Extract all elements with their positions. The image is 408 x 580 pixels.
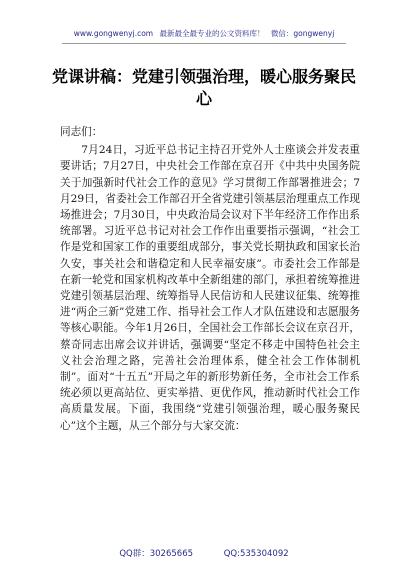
website-link[interactable]: www.gongwenyj.com (73, 29, 154, 38)
header-wechat: 微信：gongwenyj (270, 29, 335, 38)
body-paragraph: 7月24日，习近平总书记主持召开党外人士座谈会并发表重要讲话；7月27日，中央社会工作部在京召开《中共中央国务院关于加强新时代社会工作的意见》学习贯彻工作部署推进会；7月29日，省委社会工作部召开全省党建引领基层治理重点工作现场推进会；7月30日，中央政治局会议对下半年经济工作作出系统部署。习近平总书记对社会工作作出重要指示强调，“社会工作是党和国家工作的重要组成部分，事关党长期执政和国家长治久安，事关社会和谐稳定和人民幸福安康”。市委社会工作部是在新一轮党和国家机构改革中全新组建的部门，承担着统筹推进党建引领基层治理、统筹指导人民信访和人民建议征集、统筹推进“两企三新”党建工作、指导社会工作人才队伍建设和志愿服务等核心职能。今年1月26日，全国社会工作部长会议在京召开，蔡奇同志出席会议并讲话，强调要“坚定不移走中国特色社会主义社会治理之路，完善社会治理体系，健全社会工作体制机制”。面对“十五五”开局之年的新形势新任务，全市社会工作系统必须以更高站位、更实举措、更优作风，推动新时代社会工作高质量发展。下面，我围绕“党建引领强治理，暖心服务聚民心”这个主题，从三个部分与大家交流： (60, 144, 360, 432)
header-slogan: 最新最全最专业的公文资料库！ (159, 29, 265, 38)
salutation: 同志们： (60, 126, 103, 138)
document-body (60, 124, 360, 434)
footer-qq-group: QQ群：30265665 (119, 549, 194, 559)
header-divider (62, 43, 346, 44)
page-header (0, 29, 408, 39)
document-title: 党课讲稿：党建引领强治理，暖心服务聚民心 (52, 67, 357, 108)
footer-qq: QQ:535304092 (223, 549, 289, 559)
page-footer (0, 548, 408, 560)
